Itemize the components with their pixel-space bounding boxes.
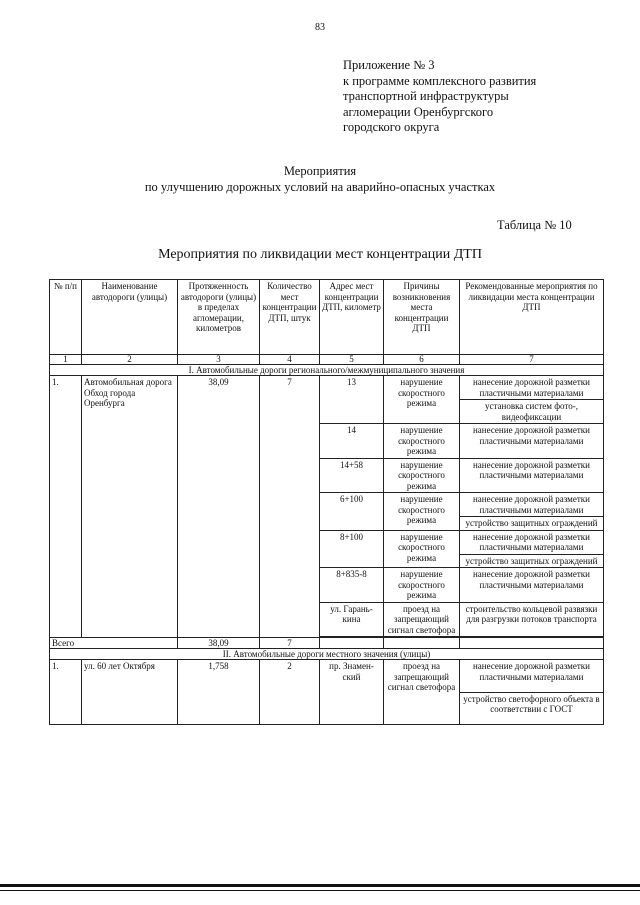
measure-cell: устройство защитных ограждений <box>460 517 604 531</box>
total-length: 38,09 <box>178 638 260 649</box>
measure-cell: нанесение дорожной разметки пластичными материалами <box>460 424 604 459</box>
column-number: 7 <box>460 355 604 365</box>
row-number: 1. <box>50 660 82 725</box>
column-number: 2 <box>82 355 178 365</box>
column-number: 5 <box>320 355 384 365</box>
location-address: ул. Гарань-кина <box>320 602 384 637</box>
header-cell: Причины возникновения места концентрации ДТП <box>384 280 460 355</box>
road-name: ул. 60 лет Октября <box>82 660 178 725</box>
appendix-line: городского округа <box>343 120 440 134</box>
measures-table <box>49 279 604 725</box>
appendix-line: к программе комплексного развития <box>343 73 537 88</box>
column-number: 3 <box>178 355 260 365</box>
column-number-row <box>50 355 604 365</box>
page-bottom-border <box>0 884 640 887</box>
header-cell: Количество мест концентрации ДТП, штук <box>260 280 320 355</box>
column-number: 1 <box>50 355 82 365</box>
row-number: 1. <box>50 376 82 638</box>
measure-cell: установка систем фото-, видеофиксации <box>460 400 604 424</box>
section-title: II. Автомобильные дороги местного значения (улицы) <box>50 649 604 660</box>
header-cell: Наименование автодороги (улицы) <box>82 280 178 355</box>
measure-cell: нанесение дорожной разметки пластичными материалами <box>460 376 604 400</box>
table-number: Таблица № 10 <box>497 218 572 232</box>
location-reason: проезд на запрещающий сигнал светофора <box>384 660 460 725</box>
measure-cell: устройство защитных ограждений <box>460 554 604 568</box>
total-row <box>50 638 604 649</box>
header-row <box>50 280 604 355</box>
location-address: 8+835-8 <box>320 568 384 603</box>
measure-cell: нанесение дорожной разметки пластичными материалами <box>460 568 604 603</box>
measure-cell: устройство светофорного объекта в соответствии с ГОСТ <box>460 692 604 725</box>
page-number: 83 <box>315 22 325 33</box>
column-number: 6 <box>384 355 460 365</box>
header-cell: № п/п <box>50 280 82 355</box>
dtp-count: 2 <box>260 660 320 725</box>
location-reason: нарушение скоростного режима <box>384 530 460 568</box>
location-address: 14+58 <box>320 458 384 493</box>
measure-cell: строительство кольцевой развязки для разгрузки потоков транспорта <box>460 602 604 637</box>
header-cell: Протяженность автодороги (улицы) в пределах агломерации, километров <box>178 280 260 355</box>
column-number: 4 <box>260 355 320 365</box>
location-reason: нарушение скоростного режима <box>384 568 460 603</box>
location-reason: нарушение скоростного режима <box>384 458 460 493</box>
appendix-block <box>343 58 536 136</box>
location-address: 6+100 <box>320 493 384 531</box>
section-row <box>50 649 604 660</box>
location-address: пр. Знамен-ский <box>320 660 384 725</box>
table-title: Мероприятия по ликвидации мест концентрации ДТП <box>158 247 482 262</box>
document-heading <box>0 163 640 195</box>
total-label: Всего <box>50 638 178 649</box>
location-address: 13 <box>320 376 384 424</box>
road-length: 1,758 <box>178 660 260 725</box>
measure-cell: нанесение дорожной разметки пластичными материалами <box>460 660 604 693</box>
appendix-line: Приложение № 3 <box>343 58 435 72</box>
empty-cell <box>460 638 604 649</box>
table-row <box>50 376 604 400</box>
location-address: 8+100 <box>320 530 384 568</box>
heading-line: Мероприятия <box>283 164 357 178</box>
road-length: 38,09 <box>178 376 260 638</box>
empty-cell <box>384 638 460 649</box>
appendix-line: транспортной инфраструктуры <box>343 89 509 103</box>
empty-cell <box>320 638 384 649</box>
section-row <box>50 365 604 376</box>
measure-cell: нанесение дорожной разметки пластичными материалами <box>460 530 604 554</box>
header-cell: Рекомендованные мероприятия по ликвидации места концентрации ДТП <box>460 280 604 355</box>
location-reason: нарушение скоростного режима <box>384 493 460 531</box>
heading-line: по улучшению дорожных условий на аварийно-опасных участках <box>144 180 496 194</box>
table-row <box>50 660 604 693</box>
location-reason: нарушение скоростного режима <box>384 376 460 424</box>
page-bottom-border <box>0 890 640 891</box>
dtp-count: 7 <box>260 376 320 638</box>
location-reason: нарушение скоростного режима <box>384 424 460 459</box>
location-reason: проезд на запрещающий сигнал светофора <box>384 602 460 637</box>
location-address: 14 <box>320 424 384 459</box>
measure-cell: нанесение дорожной разметки пластичными материалами <box>460 493 604 517</box>
section-title: I. Автомобильные дороги регионального/межмуниципального значения <box>50 365 604 376</box>
header-cell: Адрес мест концентрации ДТП, километр <box>320 280 384 355</box>
road-name: Автомобильная дорога Обход города Оренбурга <box>82 376 178 638</box>
total-count: 7 <box>260 638 320 649</box>
measure-cell: нанесение дорожной разметки пластичными материалами <box>460 458 604 493</box>
appendix-line: агломерации Оренбургского <box>343 104 494 119</box>
